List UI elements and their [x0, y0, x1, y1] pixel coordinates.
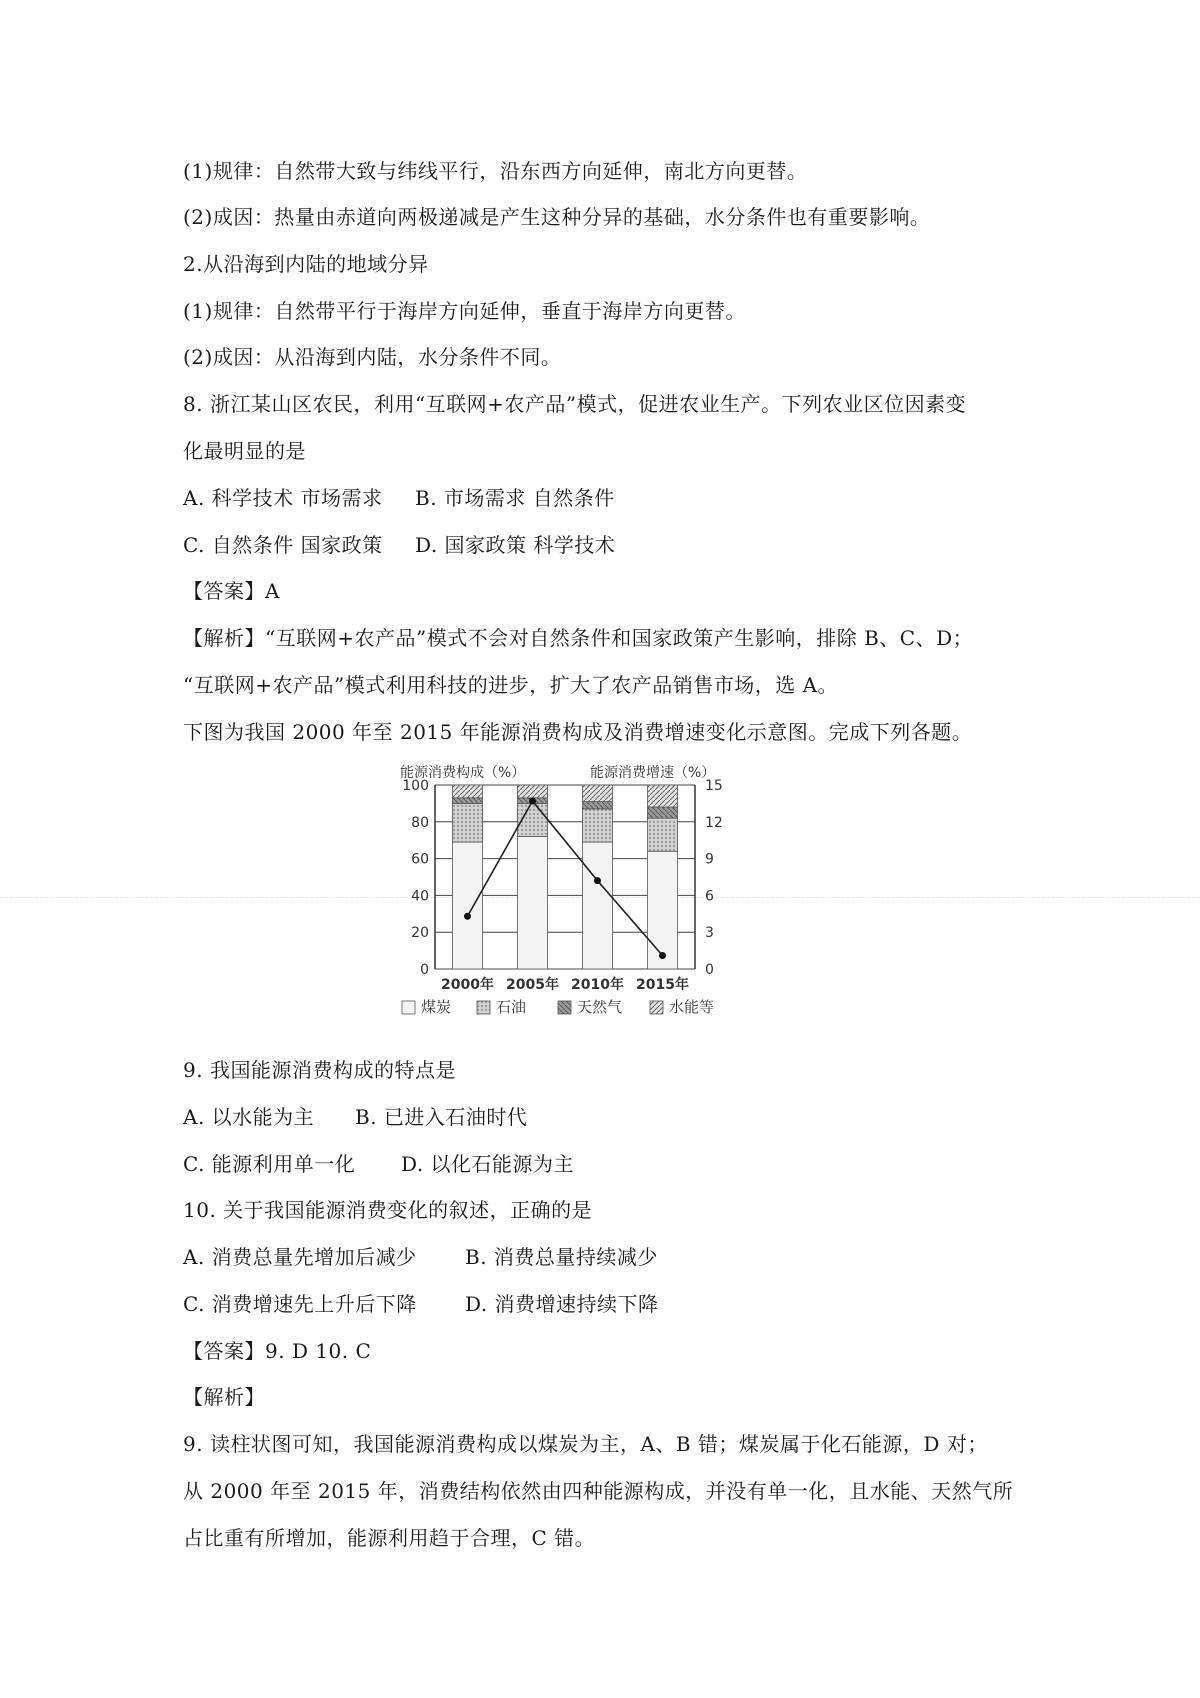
right-tick-label: 3 [705, 925, 714, 942]
figure-intro: 下图为我国 2000 年至 2015 年能源消费构成及消费增速变化示意图。完成下列各题。 [183, 720, 973, 744]
legend-label: 煤炭 [421, 998, 452, 1016]
left-tick-label: 0 [420, 962, 429, 978]
bar-segment-4 [518, 785, 548, 798]
growth-point [659, 952, 666, 959]
right-tick-label: 12 [705, 814, 723, 831]
x-tick-label: 2010年 [571, 977, 624, 993]
coast-cause-text: (2)成因：从沿海到内陆，水分条件不同。 [183, 345, 562, 369]
legend-label: 石油 [496, 998, 527, 1016]
analysis-9-line3: 占比重有所增加，能源利用趋于合理，C 错。 [183, 1526, 596, 1550]
q10-option-c: C. 消费增速先上升后下降 [183, 1292, 417, 1316]
right-axis-title: 能源消费增速（%） [590, 765, 716, 781]
q10-option-d: D. 消费增速持续下降 [465, 1292, 659, 1316]
bar-segment-4 [648, 785, 678, 807]
x-tick-label: 2015年 [636, 977, 689, 993]
growth-point [529, 797, 536, 804]
q10-options-row1 [183, 1243, 658, 1271]
bar-segment-1 [583, 842, 613, 969]
bar-segment-2 [648, 818, 678, 851]
bar-segment-4 [583, 785, 613, 802]
q8-answer: 【答案】A [183, 579, 280, 603]
bar-segment-1 [518, 837, 548, 969]
q8-option-d: D. 国家政策 科学技术 [415, 533, 616, 557]
bar-segment-3 [453, 798, 483, 804]
q9-options-row1 [183, 1103, 527, 1131]
bar-segment-1 [453, 842, 483, 969]
right-tick-label: 9 [705, 851, 714, 868]
latitude-rule-text: (1)规律：自然带大致与纬线平行，沿东西方向延伸，南北方向更替。 [183, 159, 808, 183]
energy-chart-figure [400, 760, 790, 1034]
q9-options-row2 [183, 1150, 574, 1178]
left-tick-label: 40 [411, 888, 429, 905]
bar-segment-2 [583, 809, 613, 842]
left-tick-label: 60 [411, 851, 429, 868]
q8-option-b: B. 市场需求 自然条件 [415, 486, 615, 510]
q8-options-row2 [183, 531, 615, 559]
legend-swatch [477, 1001, 490, 1014]
analysis-9-line2: 从 2000 年至 2015 年，消费结构依然由四种能源构成，并没有单一化，且水能、天然气所 [183, 1479, 1014, 1503]
energy-chart [400, 760, 790, 1030]
bar-segment-3 [583, 802, 613, 809]
analysis-label: 【解析】 [183, 1385, 265, 1409]
q10-option-a: A. 消费总量先增加后减少 [183, 1245, 417, 1269]
q10-option-b: B. 消费总量持续减少 [465, 1245, 658, 1269]
q8-stem-line2: 化最明显的是 [183, 439, 306, 463]
q8-option-a: A. 科学技术 市场需求 [183, 486, 383, 510]
right-tick-label: 6 [705, 888, 714, 905]
q9-option-d: D. 以化石能源为主 [401, 1152, 575, 1176]
right-tick-label: 15 [705, 778, 723, 794]
q9-option-c: C. 能源利用单一化 [183, 1152, 356, 1176]
q9-option-a: A. 以水能为主 [183, 1105, 315, 1129]
coast-heading: 2.从沿海到内陆的地域分异 [183, 252, 429, 276]
bar-segment-1 [648, 851, 678, 969]
answers-9-10: 【答案】9. D 10. C [183, 1339, 372, 1363]
legend-swatch [650, 1001, 663, 1014]
analysis-9-line1: 9. 读柱状图可知，我国能源消费构成以煤炭为主，A、B 错；煤炭属于化石能源，D 对； [183, 1432, 988, 1456]
q9-stem: 9. 我国能源消费构成的特点是 [183, 1058, 456, 1082]
growth-point [594, 877, 601, 884]
bar-segment-4 [453, 785, 483, 798]
legend-swatch [402, 1001, 415, 1014]
q8-analysis-line2: “互联网+农产品”模式利用科技的进步，扩大了农产品销售市场，选 A。 [183, 673, 839, 697]
x-tick-label: 2005年 [506, 977, 559, 993]
q8-option-c: C. 自然条件 国家政策 [183, 533, 383, 557]
legend-swatch [558, 1001, 571, 1014]
left-tick-label: 20 [411, 925, 429, 942]
coast-rule-text: (1)规律：自然带平行于海岸方向延伸，垂直于海岸方向更替。 [183, 299, 746, 323]
legend-label: 水能等 [669, 998, 715, 1016]
q10-options-row2 [183, 1290, 659, 1318]
q10-stem: 10. 关于我国能源消费变化的叙述，正确的是 [183, 1198, 593, 1222]
bar-segment-2 [453, 803, 483, 842]
left-tick-label: 80 [411, 814, 429, 831]
q8-stem-line1: 8. 浙江某山区农民，利用“互联网+农产品”模式，促进农业生产。下列农业区位因素变 [183, 392, 967, 416]
q8-options-row1 [183, 484, 615, 512]
left-axis-title: 能源消费构成（%） [400, 765, 526, 781]
right-tick-label: 0 [705, 962, 714, 978]
latitude-cause-text: (2)成因：热量由赤道向两极递减是产生这种分异的基础，水分条件也有重要影响。 [183, 205, 931, 229]
bar-segment-3 [648, 807, 678, 818]
growth-point [464, 913, 471, 920]
q8-analysis-line1: 【解析】“互联网+农产品”模式不会对自然条件和国家政策产生影响，排除 B、C、D； [183, 626, 974, 650]
q9-option-b: B. 已进入石油时代 [355, 1105, 528, 1129]
legend-label: 天然气 [577, 998, 623, 1016]
x-tick-label: 2000年 [441, 977, 494, 993]
left-tick-label: 100 [402, 778, 429, 794]
